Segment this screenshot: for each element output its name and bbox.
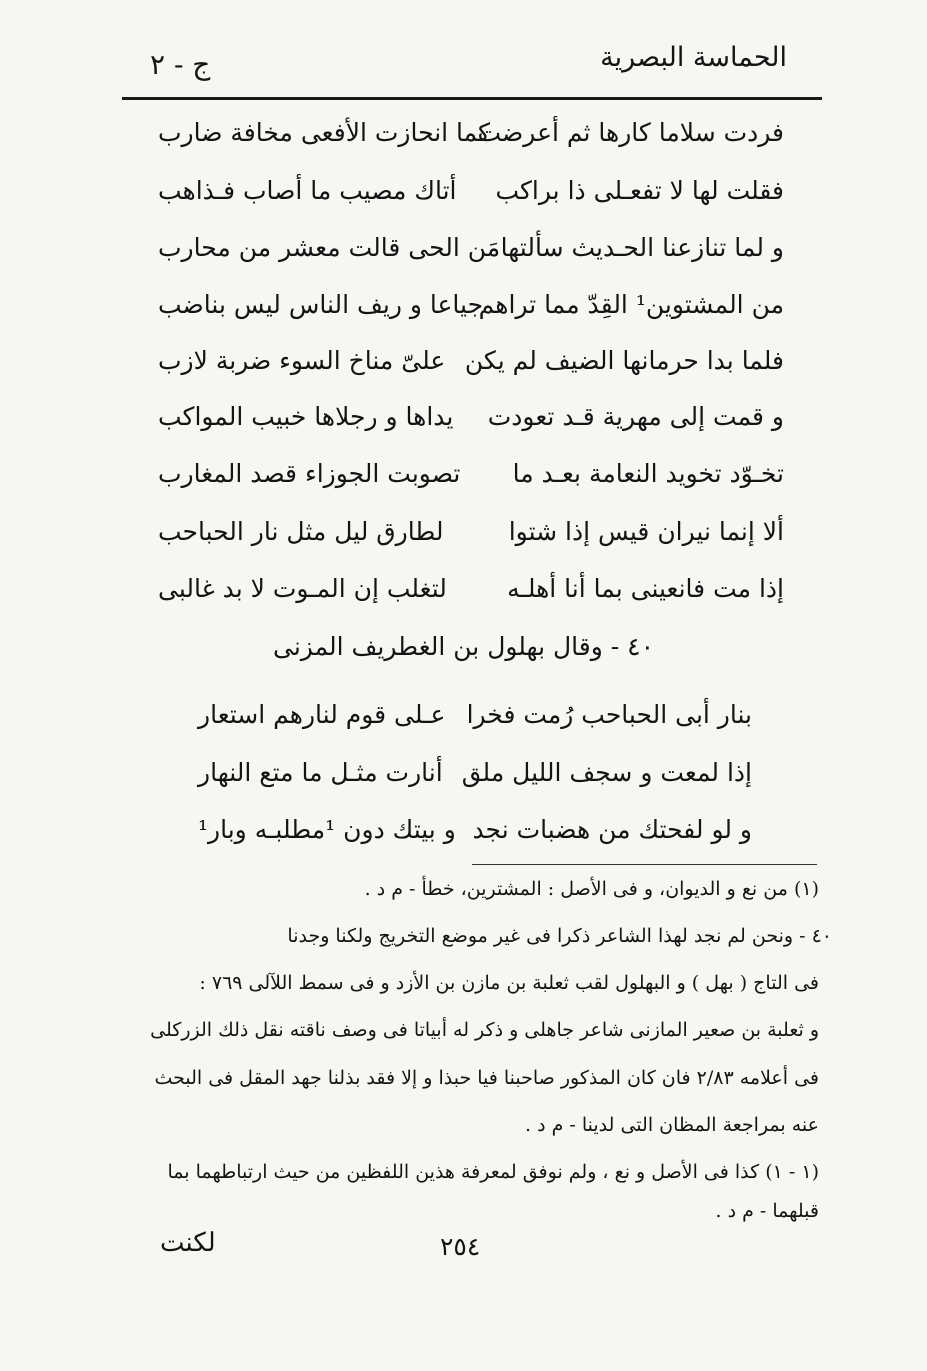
verse-first-hemistich: و لو لفحتك من هضبات نجد	[472, 815, 752, 844]
verse-first-hemistich: فلما بدا حرمانها الضيف لم يكن	[464, 346, 784, 375]
verse-first-hemistich: فردت سلاما كارها ثم أعرضت	[477, 118, 784, 147]
verse-line	[0, 346, 927, 396]
verse-second-hemistich: جياعا و ريف الناس ليس بناضب	[158, 290, 484, 319]
verse-first-hemistich: فقلت لها لا تفعـلى ذا براكب	[495, 176, 784, 205]
poem-heading: ٤٠ - وقال بهلول بن الغطريف المزنى	[273, 632, 654, 661]
footnote-line: فى أعلامه ٢/٨٣ فان كان المذكور صاحبنا فيا حبذا و إلا فقد بذلنا جهد المقل فى البحث	[154, 1067, 819, 1089]
verse-second-hemistich: علىّ مناخ السوء ضربة لازب	[158, 346, 446, 375]
verse-line	[0, 290, 927, 340]
verse-second-hemistich: أنارت مثـل ما متع النهار	[198, 758, 443, 787]
verse-first-hemistich: إذا مت فانعينى بما أنا أهلـه	[507, 574, 784, 603]
footnote-rule	[472, 864, 817, 865]
verse-line	[0, 574, 927, 624]
footnote-line: ٤٠ - ونحن لم نجد لهذا الشاعر ذكرا فى غير موضع التخريج ولكنا وجدنا	[287, 925, 832, 947]
verse-line	[0, 700, 927, 750]
verse-first-hemistich: إذا لمعت و سجف الليل ملق	[461, 758, 752, 787]
footnote-line: فى التاج ( بهل ) و البهلول لقب ثعلبة بن مازن بن الأزد و فى سمط اللآلى ٧٦٩ :	[199, 972, 819, 994]
verse-first-hemistich: بنار أبى الحباحب رُمت فخرا	[466, 700, 752, 729]
footnote-line: قبلهما - م د .	[715, 1200, 819, 1222]
footnote-line: (١ - ١) كذا فى الأصل و نع ، ولم نوفق لمعرفة هذين اللفظين من حيث ارتباطهما بما	[167, 1161, 819, 1183]
verse-line	[0, 459, 927, 509]
verse-line	[0, 815, 927, 865]
catchword: لكنت	[160, 1228, 216, 1258]
verse-second-hemistich: لطارق ليل مثل نار الحباحب	[158, 517, 444, 546]
verse-first-hemistich: تخـوّد تخويد النعامة بعـد ما	[512, 459, 784, 488]
verse-first-hemistich: و قمت إلى مهرية قـد تعودت	[487, 402, 784, 431]
verse-line	[0, 176, 927, 226]
verse-second-hemistich: و بيتك دون ¹مطلبـه وبار¹	[198, 815, 456, 844]
verse-line	[0, 233, 927, 283]
verse-second-hemistich: كما انحازت الأفعى مخافة ضارب	[158, 118, 491, 147]
verse-second-hemistich: عـلى قوم لنارهم استعار	[198, 700, 446, 729]
verse-line	[0, 758, 927, 808]
verse-first-hemistich: ألا إنما نيران قيس إذا شتوا	[508, 517, 784, 546]
verse-first-hemistich: من المشتوين¹ القِدّ مما تراهم	[478, 290, 784, 319]
page-number: ٢٥٤	[440, 1232, 481, 1261]
verse-line	[0, 118, 927, 168]
running-title: الحماسة البصرية	[600, 42, 787, 73]
volume-label: ج - ٢	[150, 48, 211, 81]
verse-second-hemistich: لتغلب إن المـوت لا بد غالبى	[158, 574, 447, 603]
verse-line	[0, 517, 927, 567]
verse-second-hemistich: أتاك مصيب ما أصاب فـذاهب	[158, 176, 457, 205]
footnote-line: و ثعلبة بن صعير المازنى شاعر جاهلى و ذكر له أبياتا فى وصف ناقته نقل ذلك الزركلى	[150, 1019, 819, 1041]
verse-first-hemistich: و لما تنازعنا الحـديث سألتها	[500, 233, 784, 262]
footnote-line: (١) من نع و الديوان، و فى الأصل : المشترين، خطأ - م د .	[364, 878, 819, 900]
verse-second-hemistich: مَن الحى قالت معشر من محارب	[158, 233, 501, 262]
header-rule	[122, 97, 822, 100]
verse-second-hemistich: يداها و رجلاها خبيب المواكب	[158, 402, 454, 431]
footnote-line: عنه بمراجعة المظان التى لدينا - م د .	[525, 1114, 819, 1136]
verse-second-hemistich: تصوبت الجوزاء قصد المغارب	[158, 459, 461, 488]
verse-line	[0, 402, 927, 452]
